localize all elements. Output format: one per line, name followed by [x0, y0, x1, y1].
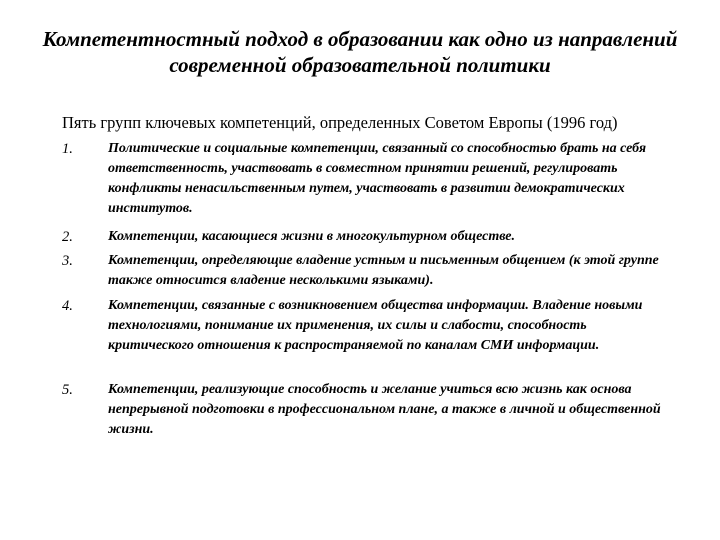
item-text: Политические и социальные компетенции, связанный со способностью брать на себя ответственность, участвовать в совместном принятии решений, регулировать конфликты ненасильственным путем, участвовать в развитии демократических институтов. — [108, 141, 647, 216]
item-number: 2. — [62, 229, 73, 245]
item-number: 3. — [62, 253, 73, 269]
intro-text: Пять групп ключевых компетенций, определенных Советом Европы (1996 год) — [62, 113, 618, 132]
list-item — [62, 296, 682, 380]
item-number: 4. — [62, 298, 73, 314]
list-item — [62, 139, 682, 227]
list-item — [62, 251, 682, 296]
item-number: 1. — [62, 141, 73, 157]
competence-list — [62, 139, 682, 442]
item-number: 5. — [62, 382, 73, 398]
list-item — [62, 380, 682, 442]
list-item — [62, 227, 682, 251]
item-text: Компетенции, связанные с возникновением общества информации. Владение новыми технологиями, понимание их применения, их силы и слабости, способность критического отношения к распространяемой по каналам СМИ информации. — [108, 298, 643, 353]
slide-title: Компетентностный подход в образовании как одно из направлений современной образовательной политики — [42, 27, 678, 77]
item-text: Компетенции, касающиеся жизни в многокультурном обществе. — [108, 229, 516, 244]
item-text: Компетенции, реализующие способность и желание учиться всю жизнь как основа непрерывной подготовки в профессиональном плане, а также в личной и общественной жизни. — [108, 382, 661, 437]
item-text: Компетенции, определяющие владение устным и письменным общением (к этой группе также относится владение несколькими языками). — [108, 253, 659, 288]
